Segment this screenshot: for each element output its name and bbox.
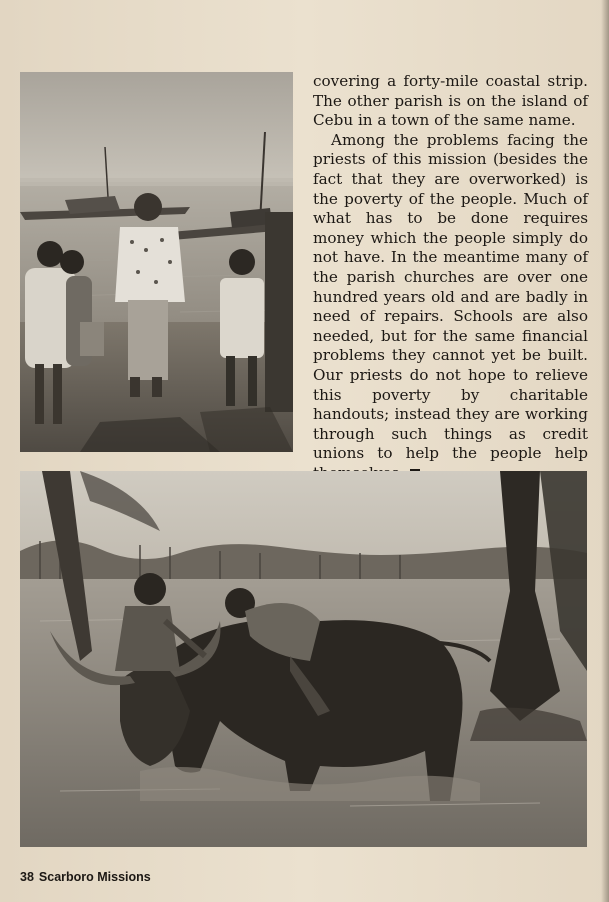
publication-name: Scarboro Missions: [38, 870, 151, 884]
article-text-column: [313, 72, 588, 483]
article-paragraph-1: covering a forty-mile coastal strip. The other parish is on the island of Cebu in a town of the same name.: [313, 72, 588, 130]
photo-children-on-beach: [20, 72, 293, 452]
page-footer: [20, 870, 156, 884]
page-number: 38: [20, 870, 34, 884]
article-paragraph-2: [313, 131, 588, 484]
photo-boys-with-water-buffalo: [20, 471, 587, 847]
spine-shadow: [601, 0, 609, 902]
article-paragraph-2-text: Among the problems facing the priests of this mission (besides the fact that they are overworked) is the poverty of the people. Much of what has to be done requires money which the people simply do not have. In the meantime many of the parish churches are over one hundred years old and are badly in need of repairs. Schools are also needed, but for the same financial problems they cannot yet be built. Our priests do not hope to relieve this poverty by charitable handouts; instead they are working through such things as credit unions to help the people help: [313, 130, 588, 463]
